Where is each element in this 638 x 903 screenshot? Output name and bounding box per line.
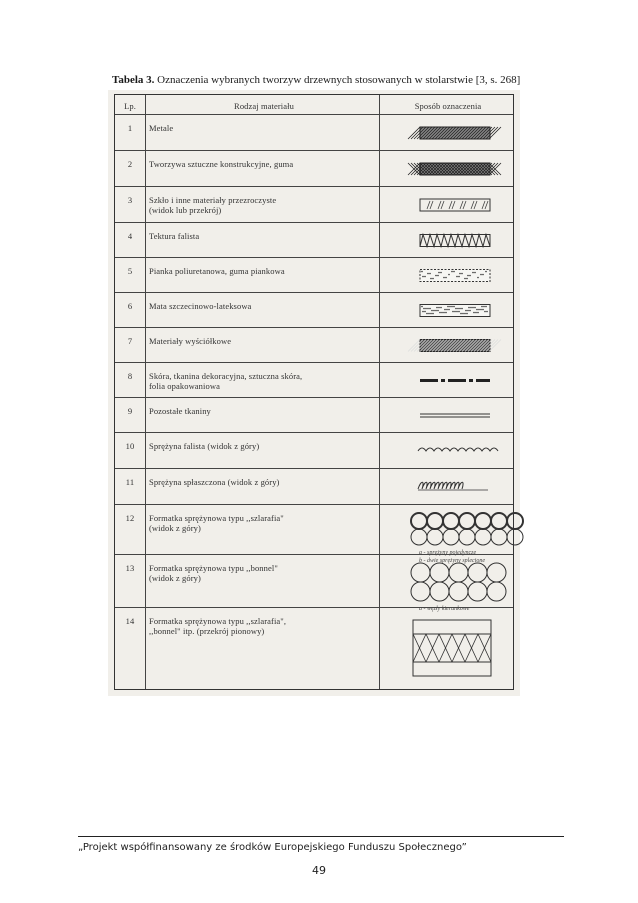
row-number: 13 [125,563,135,573]
page-number: 49 [312,864,326,877]
row-number: 4 [127,231,133,241]
row-number: 5 [127,266,133,276]
symbol-cell [383,258,513,292]
crosshatch-bar-icon [383,151,513,187]
symbol-cell [383,363,513,397]
table-row [115,363,513,398]
symbol-cell [383,469,513,504]
symbol-cell [383,608,513,691]
symbol-cell [383,187,513,222]
svg-text:b - dwie sprężyny splecione: b - dwie sprężyny splecione [419,558,485,564]
table-row [115,505,513,564]
material-name: Skóra, tkanina dekoracyjna, sztuczna skóra, folia opakowaniowa [149,371,303,391]
symbol-cell [383,151,513,186]
footer-divider [78,836,564,837]
materials-table [114,94,514,690]
table-row [115,398,513,433]
symbol-cell [383,433,513,468]
table-row [115,469,513,505]
table-row [115,433,513,469]
row-number: 2 [127,159,133,169]
row-number: 12 [125,513,135,523]
row-number: 11 [125,477,135,487]
material-name: Mata szczecinowo-lateksowa [149,301,252,311]
symbol-cell [383,115,513,150]
glass-strokes-icon [383,187,513,223]
table-row [115,115,513,151]
row-number: 7 [127,336,133,346]
wave-spring-icon [383,433,513,469]
material-name: Formatka sprężynowa typu ,,bonnel" (widok z góry) [149,563,278,583]
symbol-cell [383,328,513,362]
table-row [115,608,513,691]
header-lp: Lp. [124,101,136,111]
table-row [115,328,513,363]
material-name: Metale [149,123,174,133]
table-row [115,151,513,187]
material-name: Tektura falista [149,231,200,241]
footer-text: „Projekt współfinansowany ze środków Europejskiego Funduszu Społecznego” [78,842,467,853]
coil-spring-icon [383,469,513,505]
table-row [115,187,513,223]
szlarafia-grid-icon [383,505,513,564]
table-row [115,223,513,258]
symbol-cell [383,505,513,564]
dashed-thick-line-icon [383,363,513,398]
material-name: Formatka sprężynowa typu ,,szlarafia", ,,bonnel" itp. (przekrój pionowy) [149,616,287,636]
caption-label: Tabela 3. [112,74,155,86]
table-header-row [115,95,513,115]
table-row [115,258,513,293]
material-name: Pianka poliuretanowa, guma piankowa [149,266,285,276]
double-line-icon [383,398,513,433]
header-symbol: Sposób oznaczenia [414,101,482,111]
row-number: 10 [125,441,135,451]
symbol-cell [383,398,513,432]
row-number: 3 [127,195,133,205]
caption-text: Oznaczenia wybranych tworzyw drzewnych stosowanych w stolarstwie [3, s. 268] [154,74,521,86]
hatched-bar-icon [383,115,513,151]
table-caption [112,74,520,86]
bonnel-grid-icon [383,555,513,612]
material-name: Sprężyna spłaszczona (widok z góry) [149,477,280,487]
row-number: 9 [127,406,133,416]
material-name: Szkło i inne materiały przezroczyste (widok lub przekrój) [149,195,277,215]
dense-dot-bar-icon [383,328,513,363]
row-number: 14 [125,616,135,626]
material-name: Formatka sprężynowa typu ,,szlarafia" (widok z góry) [149,513,284,533]
corrugated-icon [383,223,513,258]
row-number: 6 [127,301,133,311]
material-name: Sprężyna falista (widok z góry) [149,441,260,451]
table-row [115,555,513,612]
svg-text:a - węzły kierunkowe: a - węzły kierunkowe [419,606,470,612]
material-name: Materiały wyściółkowe [149,336,232,346]
row-number: 1 [127,123,133,133]
material-name: Pozostałe tkaniny [149,406,211,416]
table-row [115,293,513,328]
speckled-bar-icon [383,293,513,328]
dotted-bar-icon [383,258,513,293]
material-name: Tworzywa sztuczne konstrukcyjne, guma [149,159,294,169]
svg-text:a - sprężyny pojedyncze: a - sprężyny pojedyncze [419,550,477,556]
symbol-cell [383,555,513,612]
symbol-cell [383,293,513,327]
spring-section-icon [383,608,513,691]
row-number: 8 [127,371,133,381]
header-material: Rodzaj materiału [234,101,294,111]
symbol-cell [383,223,513,257]
